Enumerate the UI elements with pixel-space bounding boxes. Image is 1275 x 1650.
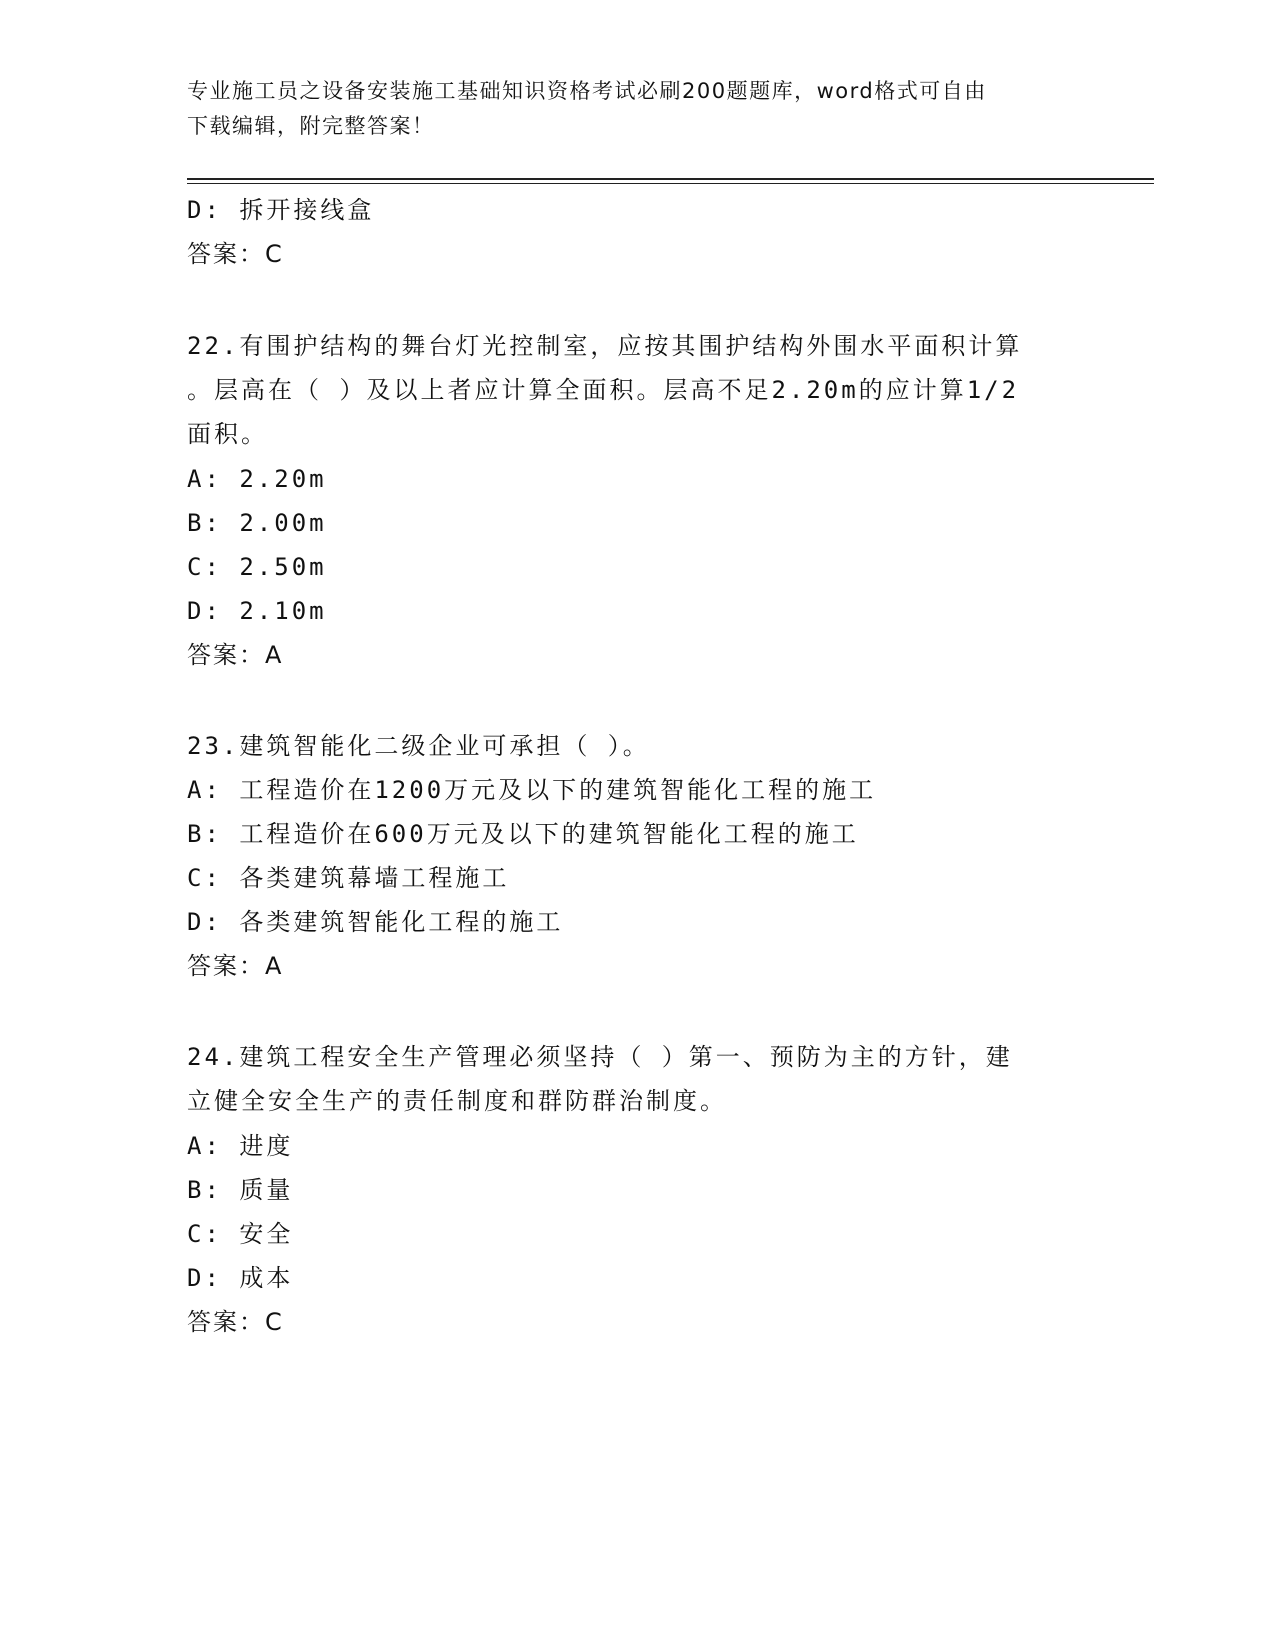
header-line-1: 专业施工员之设备安装施工基础知识资格考试必刷200题题库，word格式可自由 <box>187 79 987 103</box>
question-23-option-c: C: 各类建筑幕墙工程施工 <box>187 864 510 892</box>
question-24-option-a: A: 进度 <box>187 1132 294 1160</box>
question-23-option-a: A: 工程造价在1200万元及以下的建筑智能化工程的施工 <box>187 776 877 804</box>
question-22-stem-line-1: 22.有围护结构的舞台灯光控制室，应按其围护结构外围水平面积计算 <box>187 332 1023 360</box>
question-24-option-c: C: 安全 <box>187 1220 294 1248</box>
question-22-option-d: D: 2.10m <box>187 597 327 625</box>
question-22-option-b: B: 2.00m <box>187 509 327 537</box>
question-24-stem-line-2: 立健全安全生产的责任制度和群防群治制度。 <box>187 1087 727 1115</box>
question-23-answer: 答案：A <box>187 952 284 980</box>
option-d-prev: D: 拆开接线盒 <box>187 196 375 224</box>
page-header <box>187 74 1067 144</box>
question-23-option-b: B: 工程造价在600万元及以下的建筑智能化工程的施工 <box>187 820 859 848</box>
question-24-answer: 答案：C <box>187 1308 284 1336</box>
question-24-option-d: D: 成本 <box>187 1264 294 1292</box>
question-22-stem-line-3: 面积。 <box>187 420 268 448</box>
question-24-stem-line-1: 24.建筑工程安全生产管理必须坚持（ ）第一、预防为主的方针，建 <box>187 1043 1013 1071</box>
question-22-option-a: A: 2.20m <box>187 465 327 493</box>
question-24-option-b: B: 质量 <box>187 1176 294 1204</box>
header-divider-thick <box>187 178 1154 180</box>
answer-prev: 答案：C <box>187 240 284 268</box>
question-22-stem-line-2: 。层高在（ ）及以上者应计算全面积。层高不足2.20m的应计算1/2 <box>187 376 1020 404</box>
question-22-option-c: C: 2.50m <box>187 553 327 581</box>
header-divider-thin <box>187 183 1154 184</box>
header-line-2: 下载编辑，附完整答案！ <box>187 114 435 138</box>
question-22-answer: 答案：A <box>187 641 284 669</box>
question-23-option-d: D: 各类建筑智能化工程的施工 <box>187 908 564 936</box>
question-23-stem-line-1: 23.建筑智能化二级企业可承担（ ）。 <box>187 732 650 760</box>
